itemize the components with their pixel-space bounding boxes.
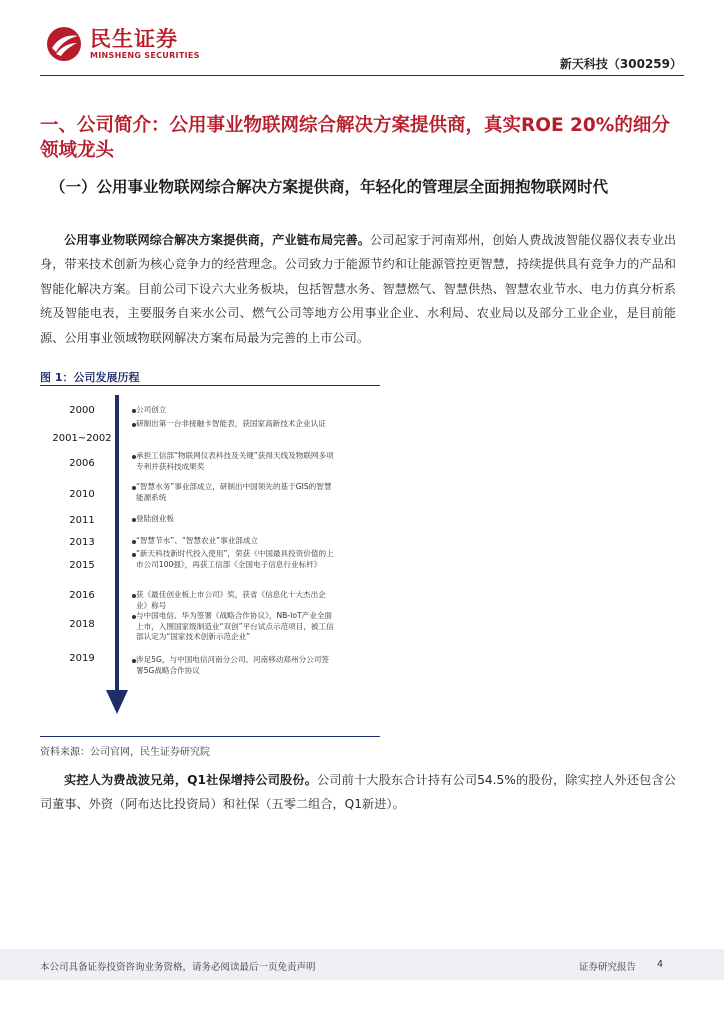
timeline-event: 获《最佳创业板上市公司》奖，获省《信息化十大杰出企业》称号 (136, 590, 326, 610)
timeline-year: 2016 (69, 590, 95, 601)
timeline-year: 2000 (69, 405, 95, 416)
page-footer (0, 949, 724, 980)
timeline-year: 2011 (69, 515, 95, 526)
intro-lead: 公用事业物联网综合解决方案提供商，产业链布局完善。 (64, 233, 371, 247)
intro-paragraph (40, 228, 676, 350)
timeline-event: 登陆创业板 (136, 514, 174, 523)
footer-disclaimer: 本公司具备证券投资咨询业务资格，请务必阅读最后一页免责声明 (40, 962, 316, 973)
timeline-event: “新天科技新时代投入使用”，荣获《中国最具投资价值的上市公司100强》，再获工信部《全国电子信息行业标杆》 (136, 549, 334, 569)
figure-title: 图 1：公司发展历程 (40, 371, 140, 384)
shareholder-paragraph (40, 768, 676, 817)
shareholder-lead: 实控人为费战波兄弟，Q1社保增持公司股份。 (64, 773, 318, 787)
timeline-year: 2018 (69, 619, 95, 630)
brand-logo (44, 24, 200, 64)
timeline-event: 承担工信部“物联网仪表科技及关键”获得天线及物联网多项专利并获科技成果奖 (136, 451, 334, 471)
timeline-event: “智慧节水”、“智慧农业”事业部成立 (136, 536, 259, 545)
brand-name-cn: 民生证券 (90, 27, 178, 51)
header-divider (40, 75, 684, 76)
timeline-year: 2006 (69, 458, 95, 469)
timeline-event: 公司创立 (136, 405, 167, 414)
figure-top-rule (40, 385, 380, 386)
shareholder-body: 公司前十大股东合计持有公司54.5%的股份，除实控人外还包含公司董事、外资（阿布达比投资局）和社保（五零二组合，Q1新进）。 (40, 773, 676, 812)
company-ticker: 新天科技（300259） (559, 57, 682, 71)
figure-bottom-rule (40, 736, 380, 737)
timeline-year: 2015 (69, 560, 95, 571)
timeline-year: 2013 (69, 537, 95, 548)
intro-body: 公司起家于河南郑州，创始人费战波智能仪器仪表专业出身，带来技术创新为核心竞争力的经营理念。公司致力于能源节约和让能源管控更智慧，持续提供具有竞争力的产品和智能化解决方案。目前公司下设六大业务板块，包括智慧水务、智慧燃气、智慧供热、智慧农业节水、电力仿真分析系统及智能电表，主要服务自来水公司、燃气公司等地方公用事业企业、水利局、农业局以及部分工业企业，是目前能源、公用事业领域物联网解决方案布局最为完善的上市公司。 (40, 233, 677, 345)
timeline-year: 2010 (69, 489, 95, 500)
timeline-event: “智慧水务”事业部成立，研制出中国领先的基于GIS的智慧能源系统 (136, 482, 332, 502)
timeline-year: 2001~2002 (52, 433, 112, 444)
page-number: 4 (657, 959, 664, 970)
timeline-year: 2019 (69, 653, 95, 664)
brand-logo-icon (44, 24, 84, 64)
timeline-arrow-icon (106, 690, 128, 714)
timeline-event: 研制出第一台非接触卡智能表，获国家高新技术企业认证 (136, 419, 326, 428)
page-header (0, 0, 724, 80)
timeline-event: 与中国电信、华为签署《战略合作协议》，NB-IoT产业全面上市，入围国家级制造业“双创”平台试点示范项目，被工信部认定为“国家技术创新示范企业” (136, 611, 334, 641)
figure-source: 资料来源：公司官网，民生证券研究院 (40, 747, 210, 758)
footer-report-type: 证券研究报告 (579, 962, 637, 973)
timeline-event: 涉足5G，与中国电信河南分公司、河南移动郑州分公司签署5G战略合作协议 (136, 655, 329, 675)
section-heading: 一、公司简介：公用事业物联网综合解决方案提供商，真实ROE 20%的细分领域龙头 (40, 115, 670, 161)
subsection-heading: （一）公用事业物联网综合解决方案提供商，年轻化的管理层全面拥抱物联网时代 (50, 178, 609, 196)
brand-name-en: MINSHENG SECURITIES (90, 51, 200, 60)
